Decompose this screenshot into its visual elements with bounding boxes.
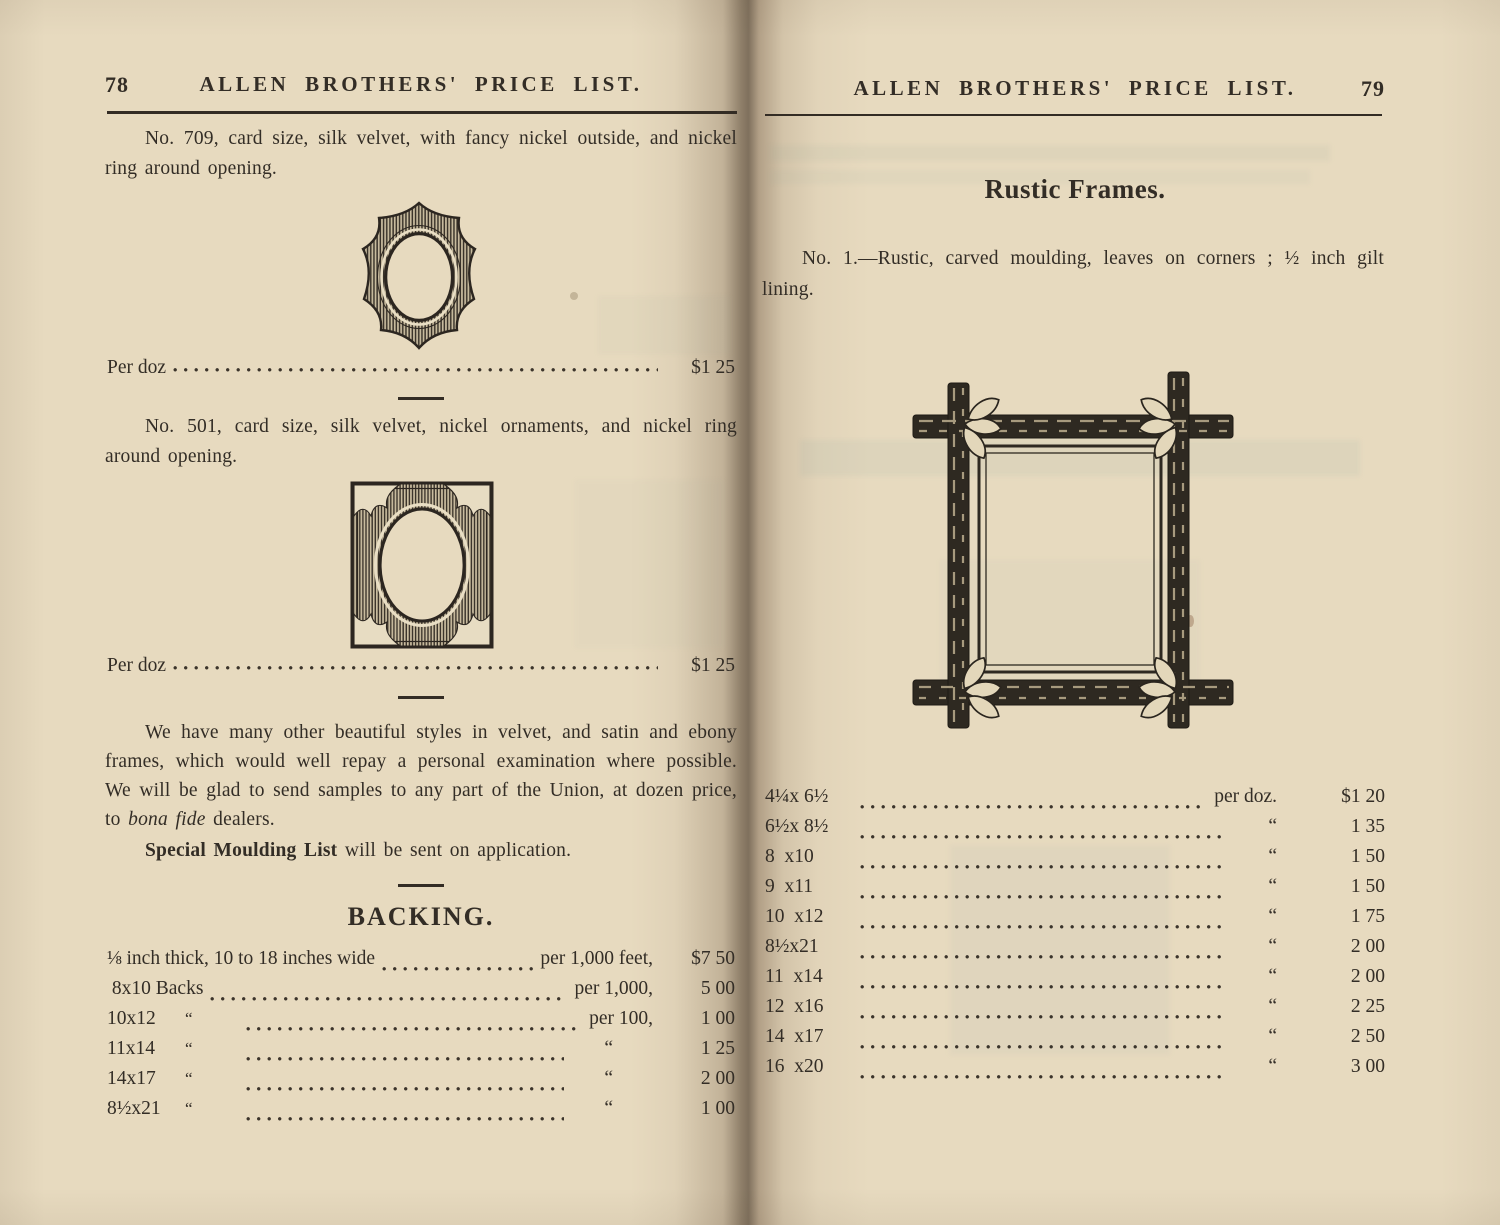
table-row — [765, 786, 1385, 816]
rustic-frame-illustration — [903, 370, 1237, 735]
page-number: 79 — [1361, 76, 1385, 101]
header-rule — [765, 114, 1382, 116]
unit-cell: “ — [1268, 936, 1277, 957]
per-doz-line — [107, 655, 735, 677]
unit-cell: “ — [1268, 1056, 1277, 1077]
rustic-price-table — [765, 786, 1385, 1086]
section-divider — [398, 884, 444, 887]
dot-leader — [860, 1044, 1228, 1050]
special-moulding-bold: Special Moulding List — [145, 840, 338, 861]
dot-leader — [173, 665, 658, 671]
section-divider — [398, 397, 444, 400]
table-row — [107, 978, 735, 1008]
rustic-frame-icon — [903, 370, 1237, 730]
size-cell: 11x14 — [107, 1038, 156, 1059]
page-header — [105, 72, 737, 102]
page-header — [765, 76, 1385, 106]
size-cell: 9 x11 — [765, 876, 814, 897]
header-rule — [107, 111, 737, 114]
price-value: $1 25 — [691, 357, 735, 378]
size-cell: 6½x 8½ — [765, 816, 829, 837]
table-row — [107, 1098, 735, 1128]
ditto-cell: “ — [185, 1099, 193, 1118]
running-head-title: ALLEN BROTHERS' PRICE LIST. — [199, 72, 643, 96]
per-doz-label: Per doz — [107, 655, 167, 676]
price-value: $1 25 — [691, 655, 735, 676]
unit-cell: “ — [1268, 846, 1277, 867]
price-cell: 1 25 — [700, 1038, 735, 1059]
table-row — [765, 996, 1385, 1026]
size-cell: 8x10 Backs — [107, 978, 204, 999]
price-cell: 2 00 — [1350, 936, 1385, 957]
running-head-title: ALLEN BROTHERS' PRICE LIST. — [853, 76, 1297, 100]
size-cell: 8 x10 — [765, 846, 814, 867]
dot-leader — [860, 804, 1207, 810]
dot-leader — [246, 1086, 564, 1092]
size-cell: 14 x17 — [765, 1026, 824, 1047]
unit-cell: “ — [1268, 966, 1277, 987]
price-cell: $7 50 — [691, 948, 735, 969]
special-moulding-line — [105, 836, 737, 866]
table-row — [765, 966, 1385, 996]
special-moulding-rest: will be sent on application. — [337, 840, 572, 861]
size-cell: 14x17 — [107, 1068, 156, 1089]
unit-cell: “ — [1268, 876, 1277, 897]
size-cell: 10 x12 — [765, 906, 824, 927]
size-cell: 8½x21 — [765, 936, 819, 957]
dot-leader — [860, 1074, 1228, 1080]
unit-cell: “ — [604, 1068, 613, 1089]
dot-leader — [860, 924, 1228, 930]
backing-title: BACKING. — [347, 902, 495, 931]
size-cell: 4¼x 6½ — [765, 786, 829, 807]
paragraph-no-1: No. 1.—Rustic, carved moulding, leaves on corners ; ½ inch gilt lining. — [762, 248, 1384, 300]
size-cell: 11 x14 — [765, 966, 823, 987]
table-row — [765, 846, 1385, 876]
fancy-oval-frame-icon — [350, 198, 488, 358]
size-cell: 10x12 — [107, 1008, 156, 1029]
price-cell: 1 35 — [1350, 816, 1385, 837]
paragraph-text: dealers. — [205, 809, 275, 830]
showthrough-ghost — [770, 145, 1330, 161]
size-cell: 12 x16 — [765, 996, 824, 1017]
table-row — [107, 948, 735, 978]
dot-leader — [860, 894, 1228, 900]
showthrough-ghost — [598, 296, 730, 354]
dot-leader — [246, 1026, 582, 1032]
price-cell: 1 50 — [1350, 876, 1385, 897]
dot-leader — [246, 1116, 564, 1122]
page-number: 78 — [105, 72, 129, 97]
unit-cell: per 1,000 feet, — [540, 948, 653, 969]
price-cell: 2 50 — [1350, 1026, 1385, 1047]
dot-leader — [246, 1056, 564, 1062]
dot-leader — [210, 996, 567, 1002]
showthrough-ghost — [575, 480, 725, 648]
unit-cell: “ — [1268, 996, 1277, 1017]
unit-cell: “ — [1268, 1026, 1277, 1047]
paper-stain — [570, 292, 578, 300]
unit-cell: per doz. — [1214, 786, 1277, 807]
bona-fide-italic: bona fide — [128, 809, 206, 830]
unit-cell: per 100, — [589, 1008, 653, 1029]
ditto-cell: “ — [185, 1009, 193, 1028]
paragraph-text: We have many other beautiful styles in velvet, and satin and ebony frames, which would well repay a personal examination where possible. We will be glad to send samples to any part of the Union, at dozen price, to — [105, 722, 737, 830]
unit-cell: “ — [604, 1038, 613, 1059]
dot-leader — [860, 954, 1228, 960]
left-page — [0, 0, 745, 1225]
rect-oval-frame-icon — [349, 480, 495, 650]
ditto-cell: “ — [185, 1069, 193, 1088]
table-row — [765, 906, 1385, 936]
dot-leader — [382, 966, 533, 972]
table-row — [765, 936, 1385, 966]
right-page — [755, 0, 1500, 1225]
price-cell: 1 75 — [1350, 906, 1385, 927]
price-cell: 3 00 — [1350, 1056, 1385, 1077]
dot-leader — [860, 834, 1228, 840]
paragraph-no-709: No. 709, card size, silk velvet, with fancy nickel outside, and nickel ring around opening. — [105, 128, 737, 179]
table-row — [107, 1038, 735, 1068]
price-cell: 5 00 — [700, 978, 735, 999]
dot-leader — [860, 984, 1228, 990]
unit-cell: “ — [604, 1098, 613, 1119]
frame-501-illustration — [349, 480, 495, 655]
rustic-frames-title: Rustic Frames. — [984, 174, 1166, 204]
size-cell: 16 x20 — [765, 1056, 824, 1077]
backing-table — [107, 948, 735, 1128]
per-doz-line — [107, 357, 735, 379]
dot-leader — [173, 367, 658, 373]
section-divider — [398, 696, 444, 699]
table-row — [765, 1026, 1385, 1056]
table-row — [107, 1068, 735, 1098]
price-cell: 2 25 — [1350, 996, 1385, 1017]
table-row — [107, 1008, 735, 1038]
size-cell: ⅛ inch thick, 10 to 18 inches wide — [107, 948, 376, 969]
dot-leader — [860, 864, 1228, 870]
frame-709-illustration — [350, 198, 488, 363]
price-cell: 1 00 — [700, 1098, 735, 1119]
paragraph-other-styles — [105, 718, 737, 834]
table-row — [765, 876, 1385, 906]
price-cell: $1 20 — [1341, 786, 1385, 807]
price-cell: 1 00 — [700, 1008, 735, 1029]
unit-cell: “ — [1268, 906, 1277, 927]
unit-cell: “ — [1268, 816, 1277, 837]
dot-leader — [860, 1014, 1228, 1020]
size-cell: 8½x21 — [107, 1098, 161, 1119]
price-cell: 1 50 — [1350, 846, 1385, 867]
table-row — [765, 816, 1385, 846]
unit-cell: per 1,000, — [574, 978, 653, 999]
price-cell: 2 00 — [700, 1068, 735, 1089]
table-row — [765, 1056, 1385, 1086]
per-doz-label: Per doz — [107, 357, 167, 378]
price-cell: 2 00 — [1350, 966, 1385, 987]
ditto-cell: “ — [185, 1039, 193, 1058]
paragraph-no-501: No. 501, card size, silk velvet, nickel ornaments, and nickel ring around opening. — [105, 416, 737, 467]
